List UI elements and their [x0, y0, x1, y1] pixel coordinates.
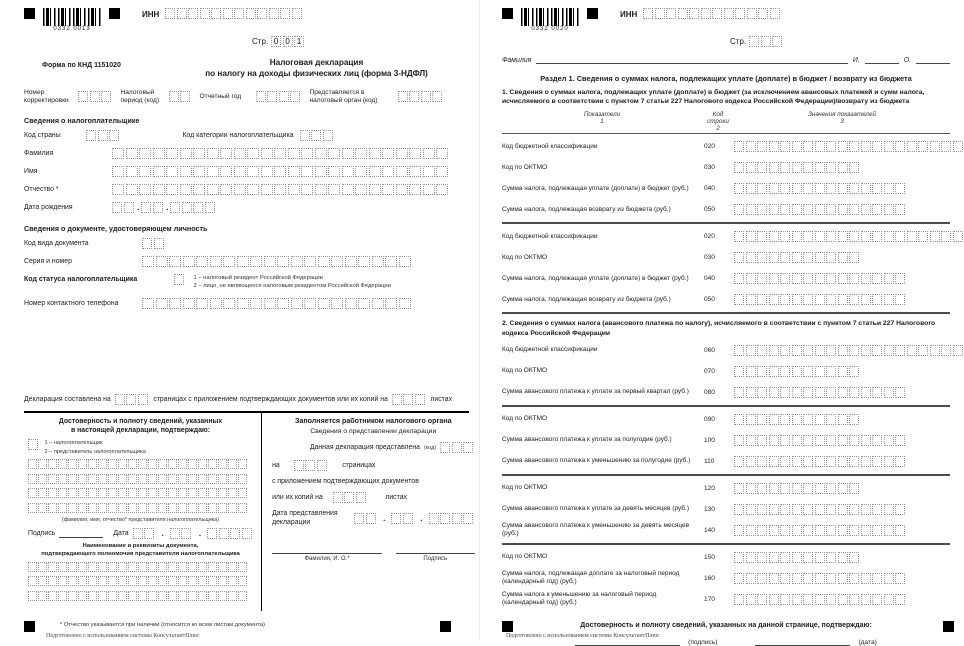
- phone-cells[interactable]: [142, 298, 412, 309]
- registration-mark-icon: [587, 8, 598, 19]
- page-number-label: Стр.: [252, 37, 269, 46]
- status-code-options: [194, 274, 391, 291]
- row-label: Код по ОКТМО: [502, 163, 548, 171]
- row-value-cells[interactable]: [734, 504, 950, 515]
- status-option-2: 2 – лицо, не являющееся налоговым резидентом Российской Федерации: [193, 283, 391, 290]
- authority-doc-hint-line1: Наименование и реквизиты документа,: [82, 543, 199, 550]
- authority-doc-cells[interactable]: [28, 591, 248, 601]
- row-code: 090: [704, 415, 715, 423]
- representative-fio-cells[interactable]: [28, 459, 248, 469]
- inn-label: ИНН: [620, 10, 638, 19]
- representative-fio-cells[interactable]: [28, 474, 248, 484]
- presentation-date-year-cells[interactable]: [429, 513, 475, 524]
- row-code: 040: [704, 185, 715, 193]
- correction-number-cells[interactable]: [78, 91, 113, 102]
- report-year-cells[interactable]: [256, 91, 302, 102]
- row-value-cells[interactable]: [734, 231, 964, 242]
- confirm-date-line[interactable]: [755, 637, 850, 646]
- tax-office-subtitle: Сведения о представлении декларации: [310, 428, 437, 436]
- row-label: Код бюджетной классификации: [502, 232, 598, 240]
- authority-doc-cells[interactable]: [28, 562, 248, 572]
- barcode: [43, 8, 101, 32]
- barcode-digits: 0332 0020: [531, 26, 569, 32]
- declaration-title: [164, 57, 469, 80]
- taxpayer-category-label: Код категории налогоплательщика: [182, 131, 294, 139]
- row-value-cells[interactable]: [734, 141, 964, 152]
- row-value-cells[interactable]: [734, 552, 950, 563]
- surname-line[interactable]: [536, 55, 848, 64]
- country-code-label: Код страны: [24, 131, 61, 139]
- row-value-cells[interactable]: [734, 162, 950, 173]
- table-row: [502, 549, 950, 566]
- patronymic-cells[interactable]: [112, 184, 450, 195]
- copies-on-label: или их копий на: [272, 494, 323, 502]
- tax-authority-cells[interactable]: [398, 91, 444, 102]
- section1-rows: [502, 138, 950, 314]
- date-label: Дата: [113, 530, 129, 538]
- barcode-bars-icon: [43, 8, 101, 26]
- subsection2-title: 2. Сведения о суммах налога (авансового платежа по налогу), исчисляемого в соответствии с пунктом 7 статьи 227 Налогового кодекса Российской Федерации: [502, 320, 936, 337]
- date-dot: .: [420, 514, 423, 524]
- tax-office-column: [262, 413, 478, 611]
- column-indicators: [502, 111, 702, 132]
- declaration-presented-label: Данная декларация представлена: [309, 444, 420, 452]
- row-value-cells[interactable]: [734, 345, 964, 356]
- page-title-sheet: [0, 0, 480, 641]
- birthdate-label: Дата рождения: [24, 203, 73, 211]
- row-label: Сумма налога, подлежащая доплате за налоговый период (календарный год) (руб.): [502, 570, 680, 586]
- status-code-cell[interactable]: [174, 274, 186, 285]
- table-row: [502, 384, 950, 401]
- correction-number-field: [24, 89, 113, 105]
- row-code: 070: [704, 367, 715, 375]
- initial-i-label: И.: [852, 57, 860, 64]
- pages-count-text1: Декларация составлена на: [24, 396, 111, 404]
- signer-option-2: 2 – представитель налогоплательщика: [44, 448, 146, 455]
- page-number: [252, 36, 469, 47]
- row-code: 050: [704, 296, 715, 304]
- barcode-digits: 0332 0013: [53, 26, 91, 32]
- form-knd-code: Форма по КНД 1151020: [42, 62, 121, 69]
- country-code-cells[interactable]: [86, 130, 121, 141]
- row-label: Сумма налога, подлежащая уплате (доплате) в бюджет (руб.): [502, 274, 689, 282]
- block-divider: [502, 405, 950, 407]
- office-pages-cells[interactable]: [294, 460, 329, 471]
- inn-cells[interactable]: [643, 8, 781, 19]
- row-code: 120: [704, 484, 715, 492]
- row-code: 130: [704, 505, 715, 513]
- table-row: [502, 570, 950, 587]
- sheets-word-label: листах: [385, 494, 407, 502]
- row-label: Сумма авансового платежа к уплате за полугодие (руб.): [502, 436, 672, 444]
- page-number-cells[interactable]: 0 0 1: [271, 36, 306, 47]
- series-number-label: Серия и номер: [24, 257, 72, 265]
- row-code: 060: [704, 346, 715, 354]
- surname-cells[interactable]: [112, 148, 450, 159]
- inspector-fio-field: [272, 545, 382, 562]
- table-row: [502, 159, 950, 176]
- row-value-cells[interactable]: [734, 594, 950, 605]
- row-code: 040: [704, 275, 715, 283]
- column-line-code-number: 2: [716, 125, 720, 133]
- page-header: [502, 8, 950, 32]
- table-row: [502, 138, 950, 155]
- table-row: [502, 411, 950, 428]
- inspector-sign-caption: Подпись: [423, 556, 448, 563]
- confirmation-title-line2: в настоящей декларации, подтверждаю:: [70, 427, 211, 435]
- row-value-cells[interactable]: [734, 573, 950, 584]
- signer-type-options: [45, 439, 146, 457]
- confirm-date-caption: (дата): [858, 638, 877, 646]
- row-label: Сумма авансового платежа к уплате за девять месяцев (руб.): [502, 505, 689, 513]
- column-line-code: [702, 111, 734, 132]
- row-code: 160: [704, 574, 715, 582]
- taxpayer-section-title: Сведения о налогоплательщике: [24, 115, 140, 125]
- page-header: [24, 8, 469, 32]
- confirmation-column: [24, 413, 262, 611]
- registration-mark-icon: [943, 621, 954, 632]
- row-label: Код по ОКТМО: [502, 553, 548, 561]
- table-row: [502, 522, 950, 539]
- presentation-date-month-cells[interactable]: [391, 513, 414, 524]
- page-number-cells[interactable]: [749, 36, 784, 47]
- row-value-cells[interactable]: [734, 366, 950, 377]
- row-label: Сумма авансового платежа к уплате за первый квартал (руб.): [502, 388, 689, 396]
- inspector-fio-caption: Фамилия, И. О.*: [304, 556, 350, 563]
- taxpayer-category-cells[interactable]: [300, 130, 335, 141]
- date-dot: .: [383, 514, 386, 524]
- date-dot: .: [137, 202, 140, 212]
- identity-doc-section-title: Сведения о документе, удостоверяющем личность: [24, 223, 208, 233]
- pages-count-text3: листах: [430, 396, 453, 404]
- date-dot: .: [161, 529, 164, 539]
- table-row: [502, 291, 950, 308]
- row-label: Код по ОКТМО: [502, 415, 548, 423]
- presented-code-hint: (код): [423, 444, 437, 451]
- blank-area: [24, 316, 469, 388]
- surname-label: Фамилия: [502, 57, 532, 64]
- row-value-cells[interactable]: [734, 273, 950, 284]
- birthdate-month-cells[interactable]: [141, 202, 164, 213]
- phone-label: Номер контактного телефона: [24, 300, 119, 308]
- birthdate-day-cells[interactable]: [112, 202, 135, 213]
- inspector-fio-line[interactable]: [272, 545, 382, 554]
- series-number-cells[interactable]: [142, 256, 412, 267]
- inn-cells[interactable]: [165, 8, 303, 19]
- column-indicators-number: 1: [600, 118, 604, 126]
- signer-option-1: 1 – налогоплательщик: [44, 439, 103, 446]
- initial-o-label: О.: [903, 57, 911, 64]
- row-value-cells[interactable]: [734, 294, 950, 305]
- inn-label: ИНН: [142, 10, 160, 19]
- row-value-cells[interactable]: [734, 387, 950, 398]
- subsection1-title: 1. Сведения о суммах налога, подлежащих уплате (доплате) в бюджет (за исключением авансовых платежей и сумм налога, исчисляемого в соответствии с пунктом 7 статьи 227 Налогового кодекса Российской Федерации)/возврату из бюджета: [502, 89, 925, 106]
- table-row: [502, 180, 950, 197]
- representative-fio-cells[interactable]: [28, 488, 248, 498]
- table-row: [502, 432, 950, 449]
- row-label: Сумма налога, подлежащая уплате (доплате) в бюджет (руб.): [502, 184, 689, 192]
- sign-date-month-cells[interactable]: [170, 528, 193, 539]
- registration-mark-icon: [24, 621, 35, 632]
- patronymic-label: Отчество *: [24, 185, 59, 193]
- row-value-cells[interactable]: [734, 456, 950, 467]
- initial-i-line[interactable]: [865, 55, 899, 64]
- tax-period-cells[interactable]: [169, 91, 192, 102]
- page-section1: [480, 0, 960, 646]
- row-value-cells[interactable]: [734, 435, 950, 446]
- tax-authority-label: Представляется в налоговый орган (код): [309, 88, 378, 104]
- registration-mark-icon: [24, 8, 35, 19]
- tax-period-label: Налоговый период (код): [120, 88, 160, 104]
- registration-mark-icon: [502, 8, 513, 19]
- pages-count-cells[interactable]: [115, 394, 150, 405]
- row-code: 110: [704, 457, 715, 465]
- row-label: Код по ОКТМО: [502, 367, 548, 375]
- pages-word-label: страницах: [342, 462, 376, 470]
- sheets-count-cells[interactable]: [392, 394, 427, 405]
- registration-mark-icon: [440, 621, 451, 632]
- block-divider: [502, 543, 950, 545]
- row-value-cells[interactable]: [734, 204, 950, 215]
- inspector-sign-field: [396, 545, 475, 562]
- attached-docs-label: с приложением подтверждающих документов: [272, 478, 419, 486]
- declaration-title-line2: по налогу на доходы физических лиц (форма 3-НДФЛ): [205, 69, 428, 79]
- row-code: 030: [704, 164, 715, 172]
- table-header: [502, 111, 950, 134]
- registration-mark-icon: [502, 621, 513, 632]
- row-code: 030: [704, 254, 715, 262]
- inspector-sign-line[interactable]: [396, 545, 475, 554]
- column-values-label: Значения показателей: [807, 111, 876, 119]
- presentation-date-label: Дата представления декларации: [272, 510, 338, 526]
- table-row: [502, 480, 950, 497]
- row-label: Сумма авансового платежа к уменьшению за полугодие (руб.): [502, 457, 691, 465]
- block-divider: [502, 474, 950, 476]
- row-label: Сумма налога, подлежащая возврату из бюджета (руб.): [502, 295, 671, 303]
- signature-official-block: [24, 411, 469, 611]
- row-code: 020: [704, 143, 715, 151]
- barcode-bars-icon: [521, 8, 579, 26]
- block-divider: [502, 312, 950, 314]
- table-row: [502, 270, 950, 287]
- table-row: [502, 249, 950, 266]
- row-code: 080: [704, 388, 715, 396]
- barcode: [521, 8, 579, 32]
- row-code: 140: [704, 526, 715, 534]
- row-code: 100: [704, 436, 715, 444]
- tax-period-field: [121, 89, 192, 105]
- authority-doc-hint-line2: подтверждающего полномочия представителя налогоплательщика: [41, 551, 240, 558]
- table-row: [502, 342, 950, 359]
- on-label: на: [272, 462, 280, 470]
- table-row: [502, 453, 950, 470]
- block-divider: [502, 222, 950, 224]
- table-row: [502, 228, 950, 245]
- authority-doc-hint: [28, 543, 253, 559]
- row-label: Код по ОКТМО: [502, 484, 548, 492]
- row-label: Сумма налога, подлежащая возврату из бюджета (руб.): [502, 205, 671, 213]
- page-number: [730, 36, 950, 47]
- firstname-label: Имя: [24, 167, 38, 175]
- table-row: [502, 201, 950, 218]
- signer-type-cell[interactable]: [28, 439, 40, 450]
- row-label: Сумма авансового платежа к уменьшению за девять месяцев (руб.): [502, 522, 690, 538]
- confirmation-title: [28, 417, 253, 436]
- signature-line[interactable]: [59, 529, 103, 538]
- page-confirmation-line: Достоверность и полноту сведений, указанных на данной странице, подтверждаю:: [580, 621, 872, 629]
- doc-type-code-cells[interactable]: [142, 238, 165, 249]
- presentation-date-day-cells[interactable]: [354, 513, 377, 524]
- patronymic-footnote: * Отчество указывается при наличии (относится ко всем листам документа): [60, 622, 265, 628]
- table-row: [502, 591, 950, 608]
- row-value-cells[interactable]: [734, 483, 950, 494]
- representative-fio-cells[interactable]: [28, 503, 248, 513]
- date-dot: .: [198, 529, 202, 539]
- consultant-footer: Подготовлено с использованием системы КонсультантПлюс: [46, 633, 200, 639]
- signature-label: Подпись: [28, 530, 56, 538]
- table-row: [502, 363, 950, 380]
- surname-initials-row: [502, 55, 950, 64]
- representative-fio-hint: (фамилия, имя, отчество* представителя налогоплательщика): [62, 517, 219, 524]
- sign-date-day-cells[interactable]: [133, 528, 156, 539]
- tax-authority-field: [310, 89, 444, 105]
- column-line-code-label: Код строки: [707, 111, 729, 126]
- pages-count-line: [24, 394, 469, 405]
- office-sheets-cells[interactable]: [333, 492, 368, 503]
- doc-type-code-label: Код вида документа: [24, 239, 89, 247]
- row-value-cells[interactable]: [734, 252, 950, 263]
- tax-office-title: Заполняется работником налогового органа: [294, 417, 452, 426]
- status-option-1: 1 – налоговый резидент Российской Федерации: [193, 274, 323, 281]
- pages-count-text2: страницах с приложением подтверждающих документов или их копий на: [153, 396, 388, 404]
- row-value-cells[interactable]: [734, 414, 950, 425]
- row-code: 020: [704, 233, 715, 241]
- sign-date-year-cells[interactable]: [207, 528, 253, 539]
- surname-label: Фамилия: [24, 149, 54, 157]
- column-values: [734, 111, 950, 132]
- table-row: [502, 501, 950, 518]
- page-number-label: Стр.: [730, 37, 747, 46]
- column-values-number: 3: [840, 118, 844, 126]
- row-label: Код бюджетной классификации: [502, 346, 598, 354]
- correction-number-label: Номер корректировки: [24, 88, 69, 104]
- report-year-field: [200, 91, 302, 102]
- row-label: Код бюджетной классификации: [502, 142, 598, 150]
- report-year-label: Отчетный год: [199, 92, 242, 100]
- declaration-title-line1: Налоговая декларация: [269, 58, 364, 67]
- row-label: Сумма налога к уменьшению за налоговый период (календарный год) (руб.): [502, 591, 657, 607]
- consultant-footer: Подготовлено с использованием системы КонсультантПлюс: [506, 633, 660, 639]
- column-indicators-label: Показатели: [583, 111, 621, 119]
- presented-code-cells[interactable]: [440, 442, 475, 453]
- row-value-cells[interactable]: [734, 183, 950, 194]
- confirm-signature-caption: (подпись): [688, 638, 718, 646]
- firstname-cells[interactable]: [112, 166, 450, 177]
- status-code-label: Код статуса налогоплательщика: [24, 275, 138, 283]
- date-dot: .: [166, 202, 169, 212]
- row-code: 150: [704, 553, 715, 561]
- row-value-cells[interactable]: [734, 525, 950, 536]
- initial-o-line[interactable]: [916, 55, 950, 64]
- row-label: Код по ОКТМО: [502, 253, 548, 261]
- authority-doc-cells[interactable]: [28, 576, 248, 586]
- registration-mark-icon: [109, 8, 120, 19]
- row-code: 170: [704, 595, 715, 603]
- confirmation-title-line1: Достоверность и полноту сведений, указанных: [58, 418, 223, 426]
- section1-title: Раздел 1. Сведения о суммах налога, подлежащих уплате (доплате) в бюджет / возврату из бюджета: [540, 74, 912, 83]
- section2-rows: [502, 342, 950, 608]
- birthdate-year-cells[interactable]: [170, 202, 216, 213]
- row-code: 050: [704, 206, 715, 214]
